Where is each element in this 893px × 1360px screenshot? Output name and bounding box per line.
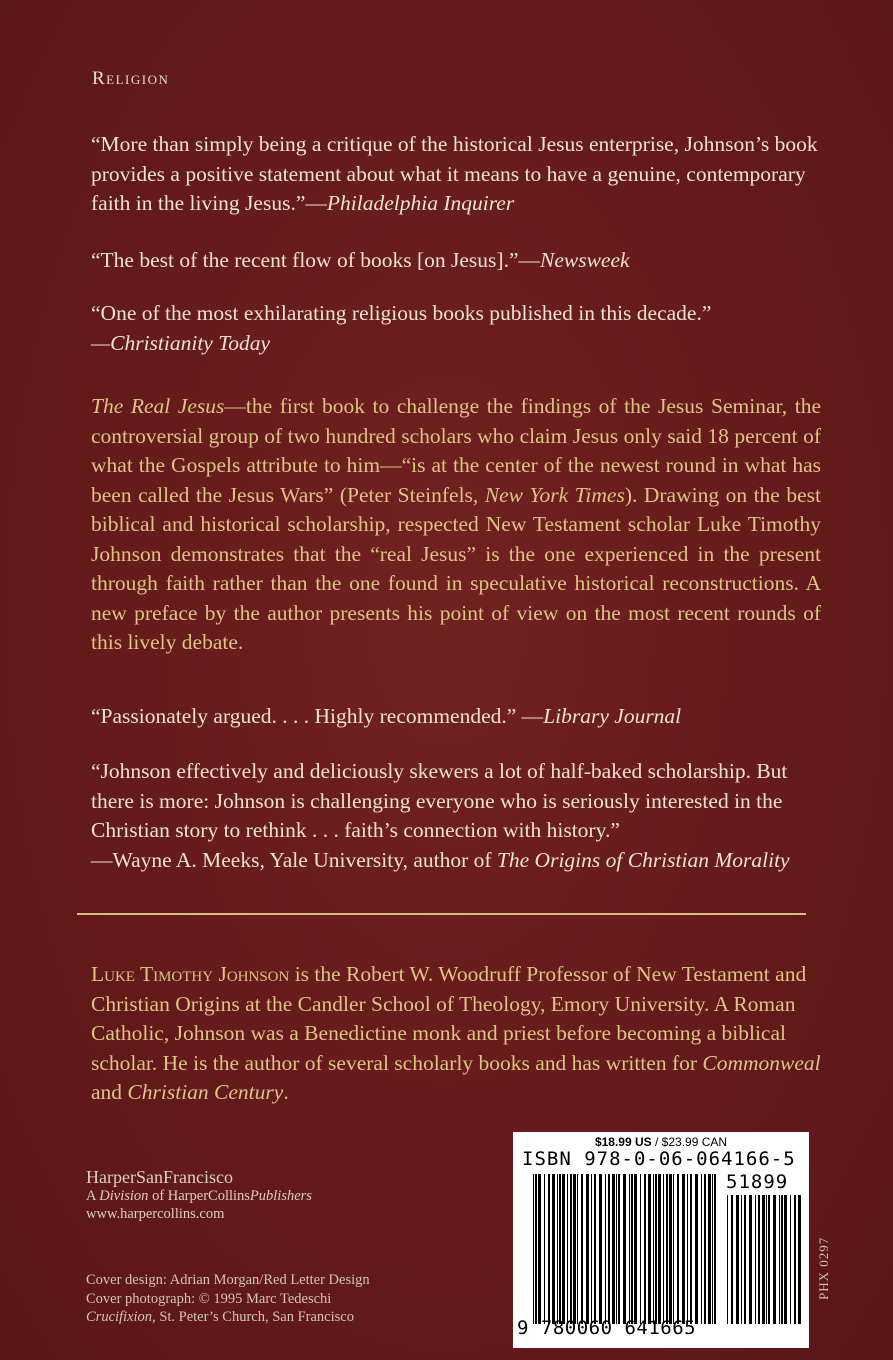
- barcode-bar: [712, 1174, 713, 1324]
- publisher-block: [86, 1167, 312, 1223]
- artwork-location: St. Peter’s Church, San Francisco: [155, 1309, 354, 1325]
- quote-text: “Passionately argued. . . . Highly recommended.” —: [91, 704, 544, 728]
- quote-text: “One of the most exhilarating religious books published in this decade.”: [91, 301, 712, 325]
- barcode-bar: [658, 1174, 661, 1324]
- quote-source: Philadelphia Inquirer: [326, 191, 515, 215]
- barcode-bar: [567, 1174, 568, 1324]
- review-quote-christianity-today: [91, 299, 831, 358]
- barcode-bar: [616, 1174, 617, 1324]
- barcode-bar: [581, 1174, 583, 1324]
- barcode-bar: [586, 1174, 589, 1324]
- barcode-bar: [631, 1174, 633, 1324]
- barcode-bar: [755, 1195, 756, 1324]
- barcode-bar: [708, 1174, 711, 1324]
- barcode-bar: [762, 1195, 765, 1324]
- barcode-bar: [629, 1174, 630, 1324]
- barcode-bar: [701, 1174, 702, 1324]
- bio-and: and: [91, 1080, 128, 1104]
- quote-book-title: The Origins of Christian Morality: [496, 847, 790, 872]
- barcode-bar: [557, 1174, 558, 1324]
- category-label: Religion: [92, 68, 170, 89]
- barcode-bar: [768, 1195, 770, 1324]
- barcode-bar: [591, 1174, 592, 1324]
- barcode-bar: [623, 1174, 626, 1324]
- newspaper-title: New York Times: [484, 482, 625, 507]
- barcode-bar: [779, 1195, 780, 1324]
- barcode-bar: [666, 1174, 668, 1324]
- publisher-name: HarperSanFrancisco: [86, 1167, 233, 1187]
- publication-christian-century: Christian Century: [127, 1080, 284, 1104]
- barcode-bar: [687, 1174, 688, 1324]
- cover-photo-credit: Cover photograph: © 1995 Marc Tedeschi: [86, 1290, 332, 1307]
- barcode-bar: [669, 1174, 672, 1324]
- description-text: —the first book to challenge the findings of the Jesus Seminar, the controversial group of two hundred scholars who claim Jesus only said 18 percent of what the Gospels attribute to him—“is at the center of the newest round in what has been called the Jesus Wars” (Peter Steinfels,: [91, 394, 822, 507]
- barcode-bar: [677, 1174, 679, 1324]
- barcode-bar: [731, 1195, 733, 1324]
- barcode-bar: [570, 1174, 572, 1324]
- price-label: [513, 1135, 809, 1149]
- isbn-number: ISBN 978-0-06-064166-5: [522, 1148, 796, 1170]
- barcode-bar: [663, 1174, 664, 1324]
- review-quote-library-journal: [91, 702, 831, 732]
- barcode-bar: [714, 1174, 716, 1324]
- artwork-credit: [86, 1308, 370, 1327]
- barcode-bar: [608, 1174, 610, 1324]
- barcode-bar: [736, 1195, 739, 1324]
- quote-source: Library Journal: [543, 704, 682, 728]
- barcode-bar: [790, 1195, 791, 1324]
- review-quote-newsweek: [91, 246, 831, 276]
- price-us: $18.99 US: [594, 1135, 652, 1149]
- artwork-title: Crucifixion,: [86, 1309, 156, 1325]
- barcode-bar: [559, 1174, 561, 1324]
- cover-design-credit: Cover design: Adrian Morgan/Red Letter Design: [86, 1272, 370, 1288]
- quote-attribution: —Wayne A. Meeks, Yale University, author of: [91, 847, 497, 872]
- barcode-bar: [548, 1174, 550, 1324]
- barcode-bar: [741, 1195, 742, 1324]
- barcode-bar: [577, 1174, 578, 1324]
- bio-text: is the Robert W. Woodruff Professor of New Testament and Christian Origins at the Candler School of Theology, Emory University. A Roman Catholic, Johnson was a Benedictine monk and priest before becoming a biblical scholar. He is the author of several scholarly books and has written for: [91, 962, 807, 1075]
- barcode-bar: [599, 1174, 602, 1324]
- barcode-bar: [794, 1195, 796, 1324]
- barcode-bar: [653, 1174, 654, 1324]
- publisher-website: www.harpercollins.com: [86, 1206, 225, 1222]
- review-quote-wayne-meeks: [91, 757, 831, 875]
- barcode-bar: [773, 1195, 776, 1324]
- barcode-bar: [655, 1174, 657, 1324]
- bio-end: .: [283, 1080, 289, 1104]
- barcode-bar: [594, 1174, 596, 1324]
- barcode-panel: [513, 1132, 809, 1348]
- barcode-bar: [544, 1174, 545, 1324]
- barcode-bar: [535, 1174, 537, 1324]
- quote-text: “More than simply being a critique of the historical Jesus enterprise, Johnson’s book provides a positive statement about what it means to have a genuine, contemporary faith in the living Jesus.”—: [91, 132, 818, 215]
- barcode-bar: [798, 1195, 801, 1324]
- author-bio: [91, 960, 821, 1108]
- division-text-b: Division: [99, 1188, 149, 1204]
- barcode-bar: [648, 1174, 651, 1324]
- cover-credits: [86, 1271, 370, 1327]
- barcode-bar: [573, 1174, 576, 1324]
- barcode-bar: [618, 1174, 620, 1324]
- book-description: [91, 392, 821, 658]
- division-text-c: of HarperCollins: [148, 1188, 250, 1204]
- division-text-a: A: [86, 1188, 100, 1204]
- barcode-bar: [552, 1174, 555, 1324]
- barcode-bar: [644, 1174, 646, 1324]
- division-text-d: Publishers: [249, 1188, 312, 1204]
- divider-rule: [77, 913, 806, 915]
- product-code: PHX 0297: [816, 1236, 831, 1300]
- barcode-bar: [538, 1174, 541, 1324]
- barcode-digits: 9 780060 641665: [517, 1317, 697, 1339]
- barcode-bar: [640, 1174, 641, 1324]
- barcode-bar: [612, 1174, 615, 1324]
- barcode-bar: [634, 1174, 637, 1324]
- barcode-bar: [562, 1174, 565, 1324]
- barcode-bar: [533, 1174, 534, 1324]
- barcode-bar: [682, 1174, 685, 1324]
- barcode-bar: [690, 1174, 692, 1324]
- quote-text: “Johnson effectively and deliciously skewers a lot of half-baked scholarship. But there is more: Johnson is challenging everyone who is seriously interested in the Christian story to rethink . . . faith’s connection with history.”: [91, 759, 788, 842]
- barcode-bar: [758, 1195, 760, 1324]
- author-name: Luke Timothy Johnson: [91, 962, 290, 986]
- description-text-2: ). Drawing on the best biblical and historical scholarship, respected New Testament scholar Luke Timothy Johnson demonstrates that the “real Jesus” is the one experienced in the present through faith rather than the one found in speculative historical reconstructions. A new preface by the author presents his point of view on the most recent rounds of this lively debate.: [91, 482, 821, 654]
- book-title: The Real Jesus: [91, 394, 225, 418]
- price-can: / $23.99 CAN: [651, 1135, 728, 1149]
- barcode-addon-digits: 51899: [726, 1171, 789, 1193]
- quote-source: —Christianity Today: [91, 330, 271, 355]
- barcode-bar: [727, 1195, 728, 1324]
- barcode-bar: [749, 1195, 752, 1324]
- review-quote-philadelphia-inquirer: [91, 130, 831, 219]
- barcode-bar: [695, 1174, 698, 1324]
- barcode-bar: [704, 1174, 706, 1324]
- barcode-bar: [784, 1195, 787, 1324]
- barcode-bar: [605, 1174, 606, 1324]
- publication-commonweal: Commonweal: [702, 1050, 821, 1075]
- quote-text: “The best of the recent flow of books [on Jesus].”—: [91, 248, 540, 272]
- quote-source: Newsweek: [539, 248, 630, 272]
- publisher-division: [86, 1187, 312, 1205]
- barcode-bar: [744, 1195, 746, 1324]
- barcode-bar: [781, 1195, 783, 1324]
- barcode-bar: [673, 1174, 674, 1324]
- barcode-bar: [766, 1195, 767, 1324]
